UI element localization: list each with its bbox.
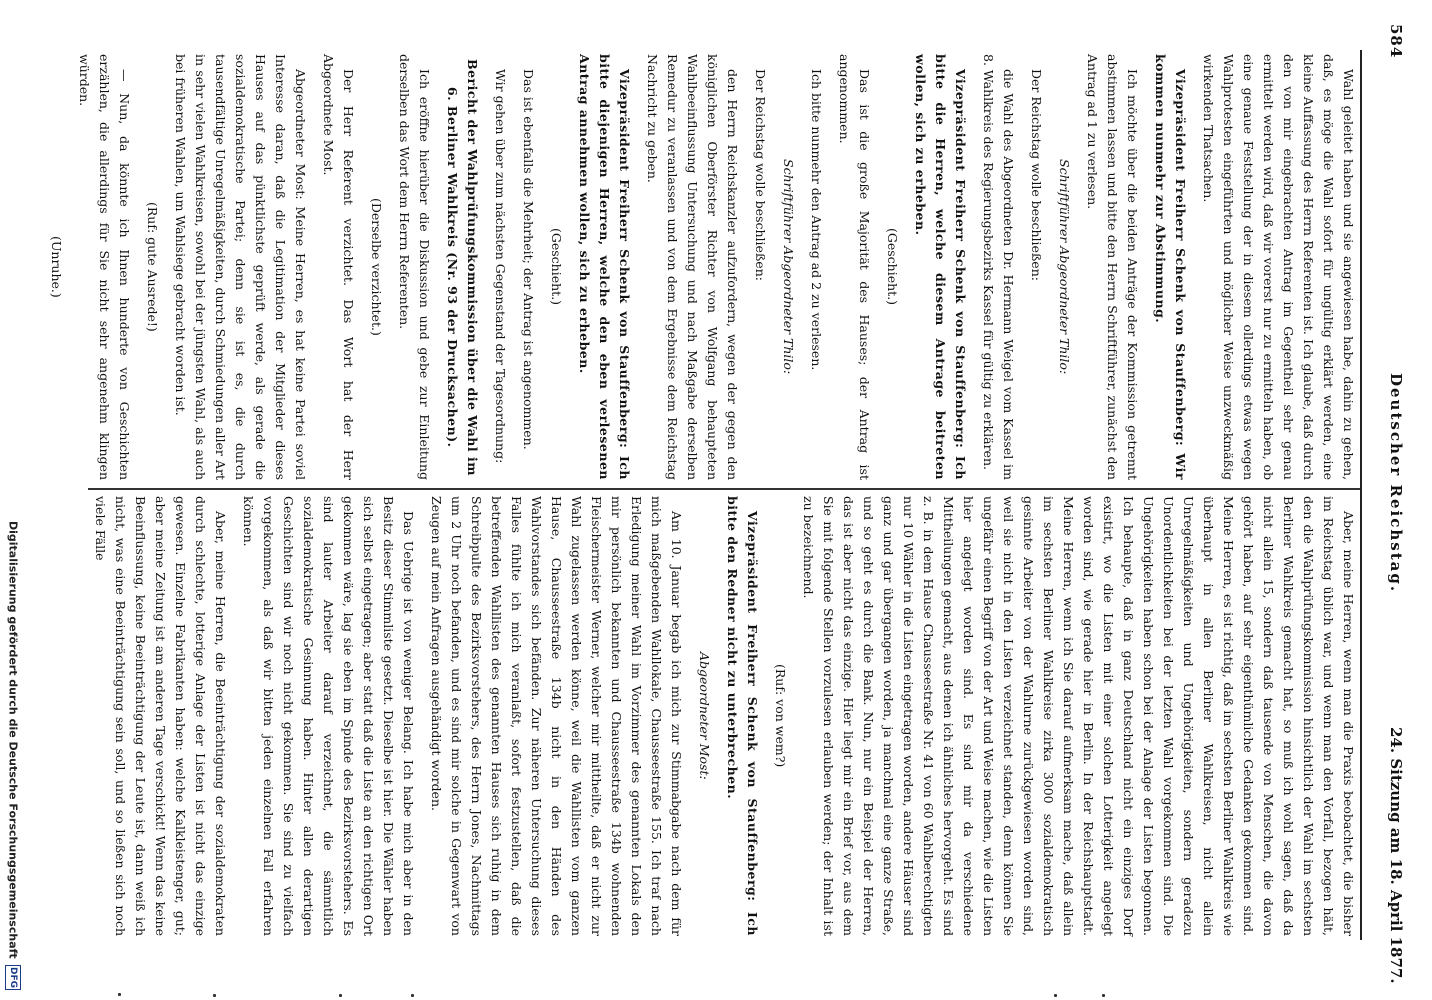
column-separator [88, 488, 1360, 490]
dfg-logo: DFG [5, 965, 21, 990]
paragraph: Wahl geleitet haben und sie angewiesen habe, dahin zu gehen, daß, es möge die Wahl sofort für ungültig erklärt werden, eine kleine Auffassung des Herrn Referenten ist. Ich glaube, daß durch den von mir eingebrachten Antrag im Gegentheil sehr genau ermittelt werden wird, daß wir vorerst nur zu ermitteln haben, ob eine genaue Feststellung der in diesem ollerdings etwas wegen Wahlprotesten eingeführten und möglicher Weise unzweckmäßig wirkenden Thatsachen. [1201, 54, 1356, 480]
scan-speck [411, 994, 414, 997]
interjection: (Unruhe.) [49, 236, 64, 298]
paragraph: Der Herr Referent verzichtet. Das Wort hat der Herr Abgeordnete Most. [321, 54, 356, 480]
paragraph: Abgeordneter Most: Meine Herren, es hat keine Partei soviel Interesse daran, daß die Legitimation der Mitglieder dieses Hauses auf das pünktlichste geprüft werde, als gerade die sozialdemokratische Partei; denn sie ist es, die durch tausendfältige Unregelmäßigkeiten, durch Schmiedungen aller Art in sehr vielen Wahlkreisen, sowohl bei der jüngsten Wahl, als auch bei früheren Wahlen, um Wahlsiege gebracht worden ist. [173, 54, 308, 480]
paragraph: Der Reichstag wolle beschließen: [1029, 69, 1044, 281]
paragraph: — Nun, da könnte ich Ihnen hunderte von Geschichten erzählen, die allerdings für Sie nicht sehr angenehm klingen würden. [77, 54, 132, 480]
paragraph: Ich bitte nunmehr den Antrag ad 2 zu verlesen. [809, 69, 824, 371]
digitization-credit [4, 500, 22, 990]
paragraph: Das ist die große Majorität des Hauses; der Antrag ist angenommen. [837, 54, 872, 480]
paragraph: Der Reichstag wolle beschließen: [753, 69, 768, 281]
speaker-heading: Abgeordneter Most: [697, 652, 712, 780]
paragraph: Aber, meine Herren, die Beeinträchtigung der sozialdemokraten durch schlechte, lotterige Anlage der Listen ist nicht das einzige gewesen. Einzelne Fabrikanten haben: welche Kalkleistenger, gut; aber meine Zeitung ist am anderen Tage verschickt! Wenn das keine Beeinflussung, keine Beeinträchtigung der Leute ist, dann weiß ich nicht, was eine Beeinträchtigung sein soll, und so ließen sich noch viele Fälle [93, 496, 228, 936]
paragraph: Ich eröffne hierüber die Diskussion und gebe zur Einleitung derselben das Wort dem Herrn Referenten. [397, 54, 432, 480]
scan-speck [118, 993, 121, 996]
paragraph: Aber, meine Herren, wenn man die Praxis beobachtet, die bisher im Reichstag üblich war, und wenn man den Vorfall, bezogen hält, den die Wahlprüfungskommission hinsichtlich der Wahl im sechsten Berliner Wahlkreis gemacht hat, so muß ich wohl sagen, daß da nicht allein 15, sondern daß tausende von Menschen, die davon gehört haben, auf sehr eigenthümliche Gedanken gekommen sind. Meine Herren, es ist richtig, daß im sechsten Berliner Wahlkreis wie überhaupt in allen Berliner Wahlkreisen, nicht allein Unregelmäßigkeiten und Ungehörigkeiten, sondern geradezu Unordentlichkeiten bei der letzten Wahl vorgekommen sind. Die Ungehörigkeiten haben schon bei der Anlage der Listen begonnen. Ich behaupte, daß in ganz Deutschland nicht ein einziges Dorf existirt, wo die Listen mit einer solchen Lotterigkeit angelegt worden sind, wie gerade hier in Berlin. In der Reichshauptstadt. Meine Herren, wenn ich Sie darauf aufmerksam mache, daß allein im sechsten Berliner Wahlkreise zirka 3000 sozialdemokratisch gesinnte Arbeiter von der Wahlurne zurückgewiesen worden sind, weil sie nicht in den Listen verzeichnet standen, denn können Sie ungefähr einen Begriff von der Art und Weise machen, wie die Listen hier angelegt worden sind. Es sind mir da verschiedene Mittheilungen gemacht, aus denen ich ähnliches hervorgeht. Es sind z. B. in dem Hause Chausseestraße Nr. 41 von 60 Wahlberechtigten nur 10 Wähler in die Listen eingetragen worden, andere Häuser sind ganz und gar übergangen worden, ja manchmal eine ganze Straße, und so geht es durch die Bank. Nun, nur ein Beispiel der Herren, das ist aber nicht das einzige. Hier liegt mir ein Brief vor, aus dem Sie mit folgende Stellen vorzulesen erlauben werden; der Inhalt ist zu bezeichnend. [801, 496, 1356, 936]
paragraph: Am 10. Januar begab ich mich zur Stimmabgabe nach dem für mich maßgebenden Wahllokale, Chausseestraße 155. Ich traf nach Erledigung meiner Wahl im Vorzimmer des genannten Lokals den mir persönlich bekannten und Chausseestraße 134b wohnenden Fleischermeister Werner, welcher mir mittheilte, daß er nicht zur Wahl zugelassen werden könne, weil die Wahllisten vom ganzen Hause, Chausseestraße 134b nicht in den Händen des Wahlvorstandes sich befänden. Zur näheren Untersuchung dieses Falles fühlte ich mich veranlaßt, sofort festzustellen, daß die betreffenden Wahllisten des genannten Hauses sich ruhig in dem Schreibpulte des Bezirksvorstehers, des Herrn Jones, Nachmittags um 2 Uhr noch befanden, und es sind mir solche in Gegenwart von Zeugen auf mein Anfragen ausgehändigt worden. [429, 496, 684, 936]
paragraph: die Wahl des Abgeordneten Dr. Hermann Weigel vom Kassel im 8. Wahlkreis des Regierungsbezirks Kassel für gültig zu erklären. [981, 54, 1016, 480]
speaker-paragraph: Vizepräsident Freiherr Schenk von Stauffenberg: Ich bitte diejenigen Herren, welche den eben verlesenen Antrag annehmen wollen, sich zu erheben. [577, 54, 632, 480]
page-header [1378, 24, 1414, 984]
credit-text: Digitalisierung gefördert durch die Deutsche Forschungsgemeinschaft [6, 521, 20, 959]
agenda-heading: Bericht der Wahlprüfungskommission über die Wahl im 6. Berliner Wahlkreis (Nr. 93 der Drucksachen). [445, 58, 480, 476]
interjection: (Derselbe verzichtet.) [369, 198, 384, 336]
page-number: 584 [1387, 24, 1405, 59]
speaker-paragraph: Vizepräsident Freiherr Schenk von Stauffenberg: Ich bitte den Redner nicht zu unterbrechen. [725, 496, 760, 936]
page-title: Deutscher Reichstag. [1387, 372, 1405, 593]
scan-speck [1054, 994, 1057, 997]
scan-speck [1102, 994, 1105, 997]
paragraph: Das ist ebenfalls die Mehrheit; der Antrag ist angenommen. [521, 69, 536, 450]
paragraph: Das Uebrige ist von weniger Belang. Ich habe mich aber in den Besitz dieser Stimmliste gesetzt. Dieselbe ist hier. Die Wähler haben sich selbst eingetragen; aber statt daß die Liste an den richtigen Ort gekommen wäre, lag sie eben im Spinde des Bezirksvorstehers. Es sind lauter Arbeiter darauf verzeichnet, die sämmtlich sozialdemokratische Gesinnung haben. Hinter allen derartigen Geschichten sind wir noch nicht gekommen. Sie sind zu vielfach vorgekommen, als daß wir bitten jeden einzelnen Fall erfahren können. [241, 496, 416, 936]
header-rule [1360, 50, 1362, 940]
paragraph: Schriftführer Abgeordneter Thilo: [1057, 159, 1072, 375]
scan-speck [339, 994, 342, 997]
paragraph: Wir gehen über zum nächsten Gegenstand der Tagesordnung: [493, 69, 508, 464]
interjection: (Geschieht.) [885, 228, 900, 306]
speaker-paragraph: Vizepräsident Freiherr Schenk von Stauffenberg: Wir kommen nunmehr zur Abstimmung. [1153, 54, 1188, 480]
paragraph: Schriftführer Abgeordneter Thilo: [781, 159, 796, 375]
scan-speck [213, 994, 216, 997]
paragraph: Ich möchte über die beiden Anträge der Kommission getrennt abstimmen lassen und bitte den Herrn Schriftführer, zunächst den Antrag ad 1 zu verlesen. [1085, 54, 1140, 480]
session-info: 24. Sitzung am 18. April 1877. [1387, 727, 1405, 984]
text-column-left [49, 54, 1358, 480]
interjection: (Ruf: gute Ausrede!) [145, 202, 160, 332]
speaker-paragraph: Vizepräsident Freiherr Schenk von Stauffenberg: Ich bitte die Herren, welche diesem Antrage beitreten wollen, sich zu erheben. [913, 54, 968, 480]
paragraph: den Herrn Reichskanzler aufzufordern, wegen der gegen den königlichen Oberförster Richter von Wolfgang behaupteten Wahlbeeinflussung Untersuchung und nach Maßgabe derselben Remedur zu veranlassen und von dem Ergebnisse dem Reichstag Nachricht zu geben. [645, 54, 740, 480]
interjection: (Geschieht.) [549, 228, 564, 306]
interjection: (Ruf: von wem?) [773, 664, 788, 768]
text-column-right [93, 496, 1358, 936]
